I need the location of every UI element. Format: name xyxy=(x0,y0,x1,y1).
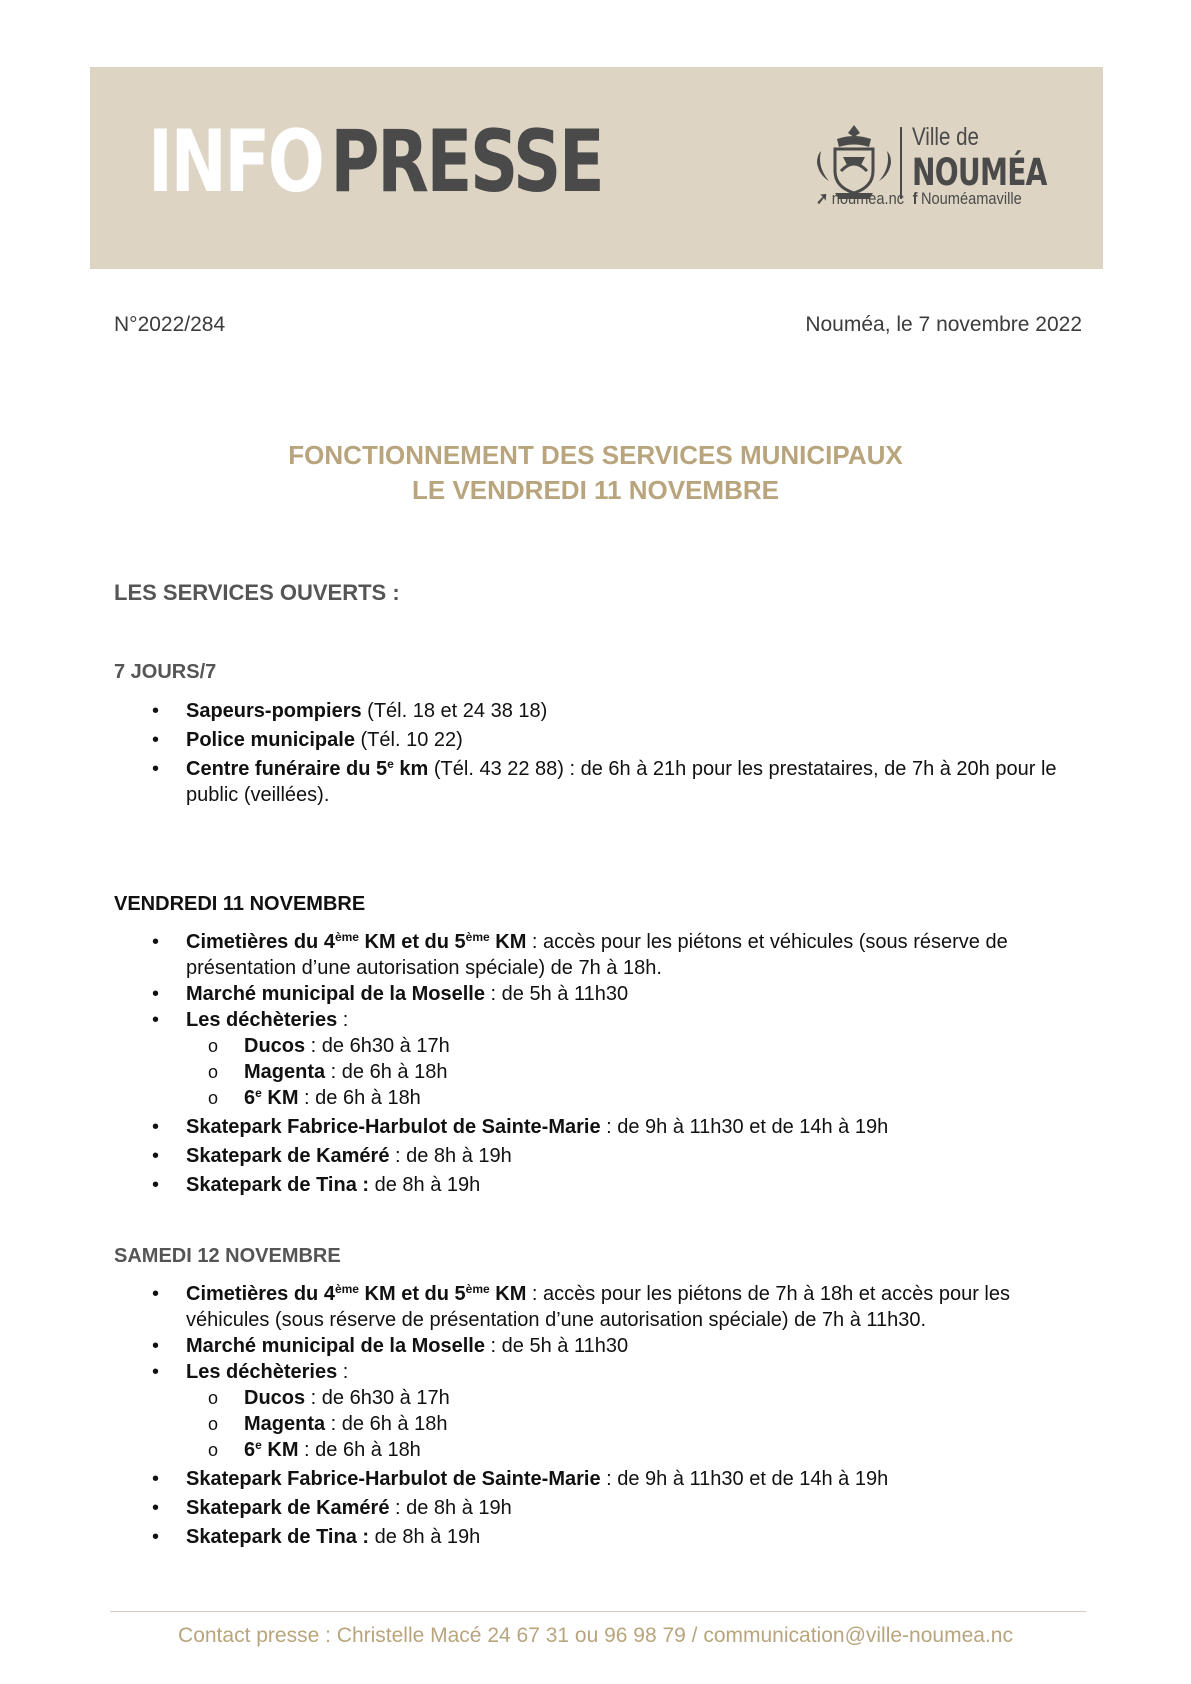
facebook-icon: f xyxy=(912,189,918,208)
sub-list-item: o Ducos : de 6h30 à 17h xyxy=(172,1385,1086,1411)
section-saturday-list xyxy=(0,1281,1191,1550)
section-heading-friday: VENDREDI 11 NOVEMBRE xyxy=(114,893,366,915)
document-title-line2: LE VENDREDI 11 NOVEMBRE xyxy=(412,475,779,505)
brand-facebook: Nouméamaville xyxy=(920,189,1022,208)
sub-list-item: o 6e KM : de 6h à 18h xyxy=(172,1085,1086,1111)
brand-website: noumea.nc xyxy=(831,189,905,208)
brand-ville-de: Ville de xyxy=(912,123,979,151)
masthead-info: INFO xyxy=(148,112,323,212)
open-services-heading: LES SERVICES OUVERTS : xyxy=(114,580,400,605)
sub-list-item: o Magenta : de 6h à 18h xyxy=(172,1411,1086,1437)
document-title-line1: FONCTIONNEMENT DES SERVICES MUNICIPAUX xyxy=(288,440,903,470)
list-item: • Les déchèteries : o Ducos : de 6h30 à 17h o Magenta : de 6h à 18h o 6e KM : de 6h à 18h xyxy=(0,1007,1086,1111)
list-item: • Centre funéraire du 5e km (Tél. 43 22 88) : de 6h à 21h pour les prestataires, de 7h à 20h pour le public (veillées). xyxy=(0,756,1086,808)
list-item: • Sapeurs-pompiers (Tél. 18 et 24 38 18) xyxy=(0,698,1086,724)
section-heading-7-days: 7 JOURS/7 xyxy=(114,661,217,683)
list-item: • Les déchèteries : o Ducos : de 6h30 à 17h o Magenta : de 6h à 18h o 6e KM : de 6h à 18h xyxy=(0,1359,1086,1463)
list-item: • Skatepark de Tina : de 8h à 19h xyxy=(0,1172,1086,1198)
press-contact: Contact presse : Christelle Macé 24 67 31 ou 96 98 79 / communication@ville-noumea.nc xyxy=(178,1624,1013,1647)
masthead-presse: PRESSE xyxy=(330,112,603,212)
list-item: • Skatepark Fabrice-Harbulot de Sainte-Marie : de 9h à 11h30 et de 14h à 19h xyxy=(0,1114,1086,1140)
brand-noumea: NOUMÉA xyxy=(912,151,1047,194)
press-release-date: Nouméa, le 7 novembre 2022 xyxy=(805,313,1082,336)
list-item: • Police municipale (Tél. 10 22) xyxy=(0,727,1086,753)
list-item: • Marché municipal de la Moselle : de 5h à 11h30 xyxy=(0,981,1086,1007)
press-release-number: N°2022/284 xyxy=(114,313,226,336)
sub-list-item: o 6e KM : de 6h à 18h xyxy=(172,1437,1086,1463)
dump-sublist xyxy=(186,1033,1086,1111)
list-item: • Skatepark de Kaméré : de 8h à 19h xyxy=(0,1143,1086,1169)
footer-divider xyxy=(110,1611,1086,1612)
infopresse-masthead xyxy=(148,112,603,212)
list-item: • Cimetières du 4ème KM et du 5ème KM : accès pour les piétons et véhicules (sous réserve de présentation d’une autorisation spéciale) de 7h à 18h. xyxy=(0,929,1086,981)
list-item: • Cimetières du 4ème KM et du 5ème KM : accès pour les piétons de 7h à 18h et accès pour les véhicules (sous réserve de présentation d’une autorisation spéciale) de 7h à 11h30. xyxy=(0,1281,1086,1333)
list-item: • Skatepark de Tina : de 8h à 19h xyxy=(0,1524,1086,1550)
section-friday-list xyxy=(0,929,1191,1198)
sub-list-item: o Magenta : de 6h à 18h xyxy=(172,1059,1086,1085)
sub-list-item: o Ducos : de 6h30 à 17h xyxy=(172,1033,1086,1059)
list-item: • Marché municipal de la Moselle : de 5h à 11h30 xyxy=(0,1333,1086,1359)
header-banner xyxy=(90,67,1103,269)
arrow-icon: ➚ xyxy=(816,189,829,208)
section-7-days-list xyxy=(0,698,1191,808)
list-item: • Skatepark Fabrice-Harbulot de Sainte-Marie : de 9h à 11h30 et de 14h à 19h xyxy=(0,1466,1086,1492)
dump-sublist xyxy=(186,1385,1086,1463)
list-item: • Skatepark de Kaméré : de 8h à 19h xyxy=(0,1495,1086,1521)
section-heading-saturday: SAMEDI 12 NOVEMBRE xyxy=(114,1245,341,1267)
brand-links xyxy=(816,189,1022,209)
